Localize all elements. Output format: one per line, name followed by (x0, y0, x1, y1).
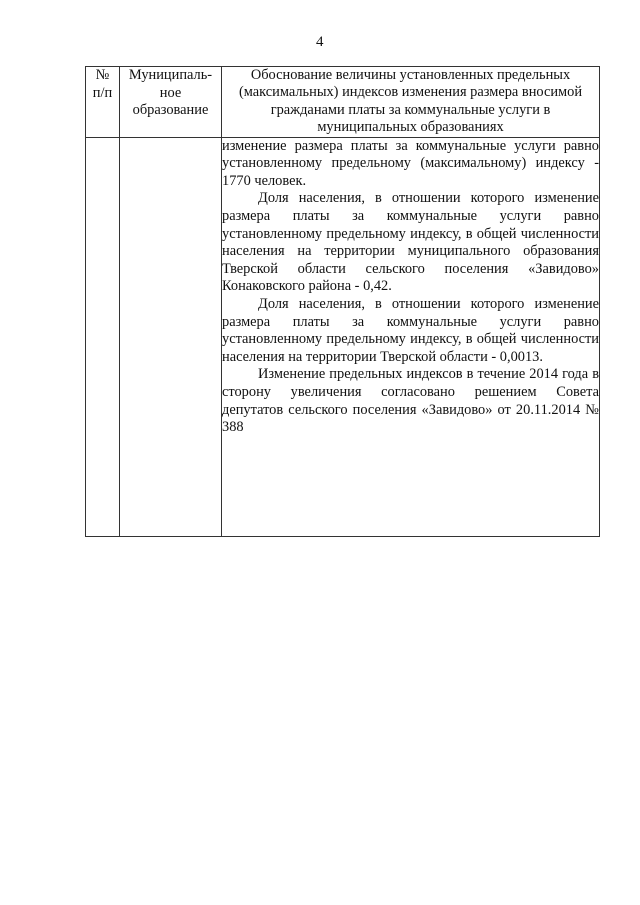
column-header-justification (222, 67, 600, 138)
cell-municipality (120, 137, 222, 536)
header-municipality-line: образование (132, 102, 209, 119)
tariff-index-table (85, 66, 600, 537)
header-number-line: п/п (92, 84, 113, 101)
header-municipality-line: ное (159, 84, 182, 101)
cell-number (86, 137, 120, 536)
cell-justification (222, 137, 600, 536)
justification-paragraph: Доля населения, в отношении которого изменение размера платы за коммунальные услуги равно установленному предельному индексу, в общей численности населения на территории Тверской области - 0,0013. (222, 295, 599, 365)
header-justification-line: (максимальных) индексов изменения размера вносимой (238, 84, 583, 101)
header-justification-line: муниципальных образованиях (317, 119, 504, 136)
header-municipality-line: Муниципаль- (128, 67, 213, 83)
table-header-row (86, 67, 600, 138)
table-row (86, 137, 600, 536)
justification-paragraph: Изменение предельных индексов в течение 2014 года в сторону увеличения согласовано решением Совета депутатов сельского поселения «Завидово» от 20.11.2014 № 388 (222, 366, 599, 436)
header-number-line: № (95, 67, 110, 83)
header-justification-line: гражданами платы за коммунальные услуги в (270, 101, 551, 118)
justification-paragraph: Доля населения, в отношении которого изменение размера платы за коммунальные услуги равно установленному предельному индексу, в общей численности населения на территории муниципального образования Тверской области сельского поселения «Завидово» Конаковского района - 0,42. (222, 190, 599, 295)
column-header-number (86, 67, 120, 138)
header-justification-line: Обоснование величины установленных предельных (250, 67, 571, 83)
page-number: 4 (316, 34, 324, 50)
column-header-municipality (120, 67, 222, 138)
justification-paragraph: изменение размера платы за коммунальные услуги равно установленному предельному (максимальному) индексу - 1770 человек. (222, 137, 599, 189)
